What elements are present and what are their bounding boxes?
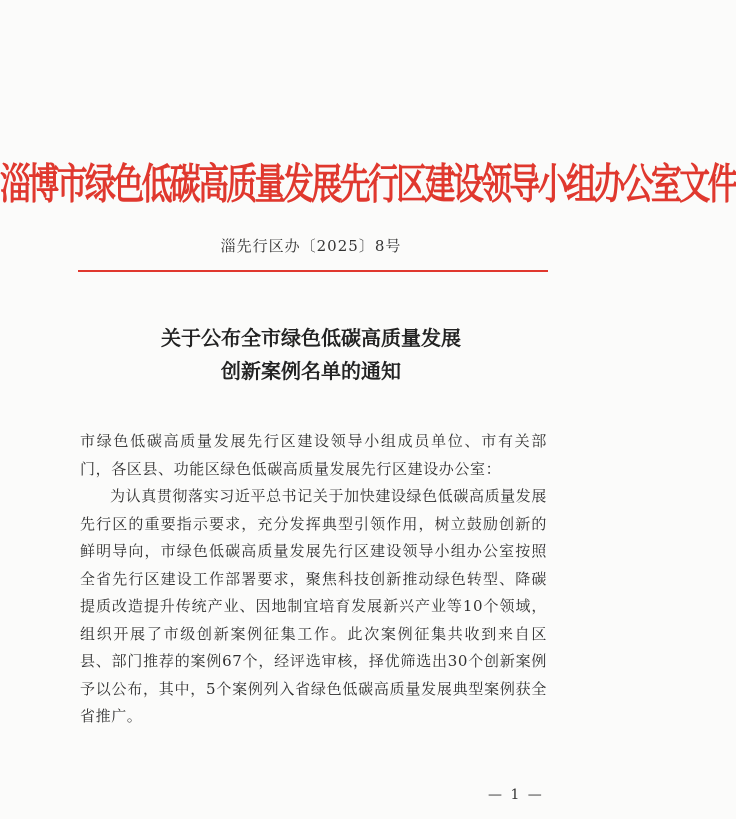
- document-header-title: 淄博市绿色低碳高质量发展先行区建设领导小组办公室文件: [0, 160, 736, 210]
- notice-title-line-2: 创新案例名单的通知: [221, 359, 401, 383]
- notice-body: [80, 428, 547, 731]
- notice-title: [0, 322, 622, 388]
- notice-title-line-1: 关于公布全市绿色低碳高质量发展: [161, 326, 461, 350]
- document-number: 淄先行区办〔2025〕8号: [220, 237, 402, 255]
- salutation: 市绿色低碳高质量发展先行区建设领导小组成员单位、市有关部门，各区县、功能区绿色低碳高质量发展先行区建设办公室：: [80, 432, 547, 478]
- red-separator-line: [78, 270, 548, 272]
- body-paragraph: 为认真贯彻落实习近平总书记关于加快建设绿色低碳高质量发展先行区的重要指示要求，充分发挥典型引领作用，树立鼓励创新的鲜明导向，市绿色低碳高质量发展先行区建设领导小组办公室按照全省先行区建设工作部署要求，聚焦科技创新推动绿色转型、降碳提质改造提升传统产业、因地制宜培育发展新兴产业等10个领域，组织开展了市级创新案例征集工作。此次案例征集共收到来自区县、部门推荐的案例67个，经评选审核，择优筛选出30个创新案例予以公布，其中，5个案例列入省绿色低碳高质量发展典型案例获全省推广。: [80, 487, 547, 725]
- page-number: — 1 —: [488, 787, 544, 803]
